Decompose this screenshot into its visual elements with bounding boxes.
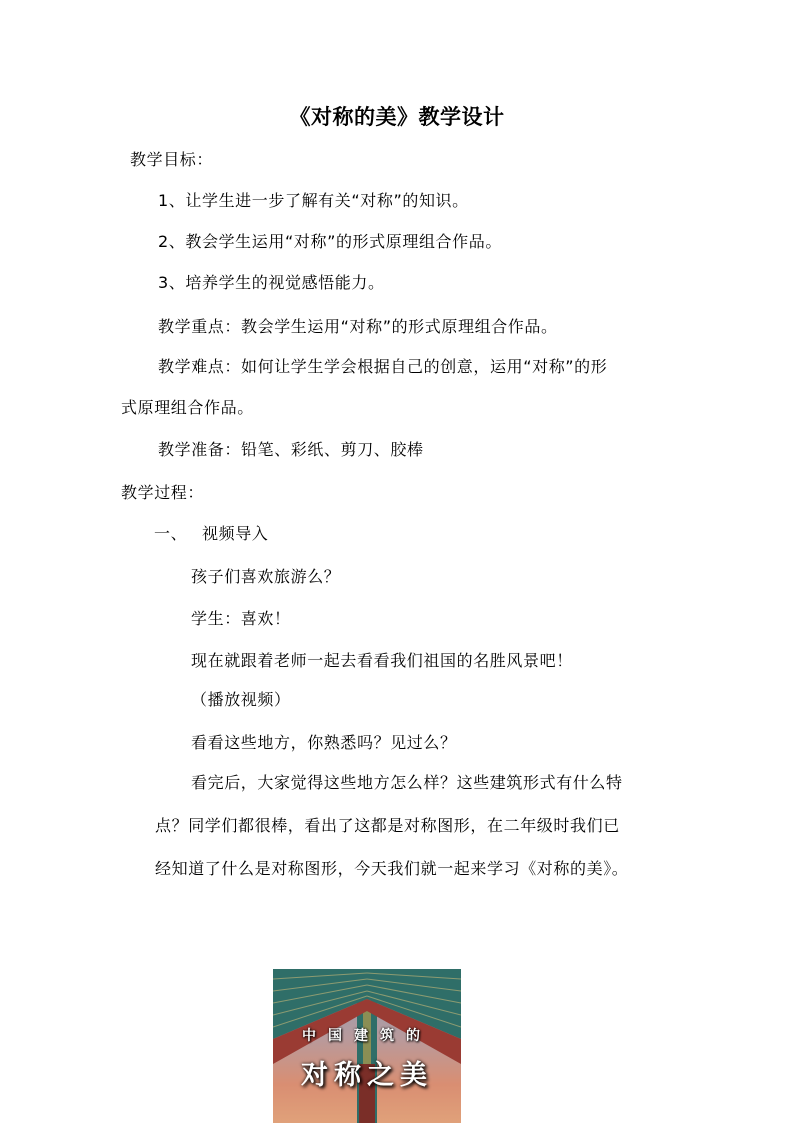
document-title: 《对称的美》教学设计 xyxy=(289,105,505,129)
objective-item-3: 3、培养学生的视觉感悟能力。 xyxy=(158,273,385,292)
paragraph-3-line-2: 点？同学们都很棒，看出了这都是对称图形，在二年级时我们已 xyxy=(155,816,620,835)
paragraph-3-line-3: 经知道了什么是对称图形，今天我们就一起来学习《对称的美》。 xyxy=(155,859,629,878)
process-label: 教学过程： xyxy=(121,483,205,502)
section-title: 视频导入 xyxy=(202,524,269,543)
difficulty-line-1: 教学难点：如何让学生学会根据自己的创意，运用“对称”的形 xyxy=(158,357,608,376)
preparation: 教学准备：铅笔、彩纸、剪刀、胶棒 xyxy=(158,440,424,459)
paragraph-1: 现在就跟着老师一起去看看我们祖国的名胜风景吧！ xyxy=(191,651,573,670)
objectives-label: 教学目标： xyxy=(130,150,214,169)
paragraph-3-line-1: 看完后，大家觉得这些地方怎么样？这些建筑形式有什么特 xyxy=(191,773,623,792)
paragraph-2: （播放视频） xyxy=(191,690,291,709)
section-heading xyxy=(154,523,268,545)
roof-beams-illustration xyxy=(273,969,461,1123)
difficulty-line-2: 式原理组合作品。 xyxy=(121,398,254,417)
image-main-title: 对称之美 xyxy=(301,1060,433,1091)
answer-1: 学生：喜欢！ xyxy=(191,609,291,628)
key-point: 教学重点：教会学生运用“对称”的形式原理组合作品。 xyxy=(158,317,558,336)
question-1: 孩子们喜欢旅游么？ xyxy=(191,567,341,586)
objective-item-1: 1、让学生进一步了解有关“对称”的知识。 xyxy=(158,191,469,210)
architecture-symmetry-image xyxy=(273,969,461,1123)
objective-item-2: 2、教会学生运用“对称”的形式原理组合作品。 xyxy=(158,232,502,251)
section-number: 一、 xyxy=(154,524,188,543)
image-subtitle: 中国建筑的 xyxy=(302,1028,432,1044)
question-2: 看看这些地方，你熟悉吗？见过么？ xyxy=(191,733,457,752)
